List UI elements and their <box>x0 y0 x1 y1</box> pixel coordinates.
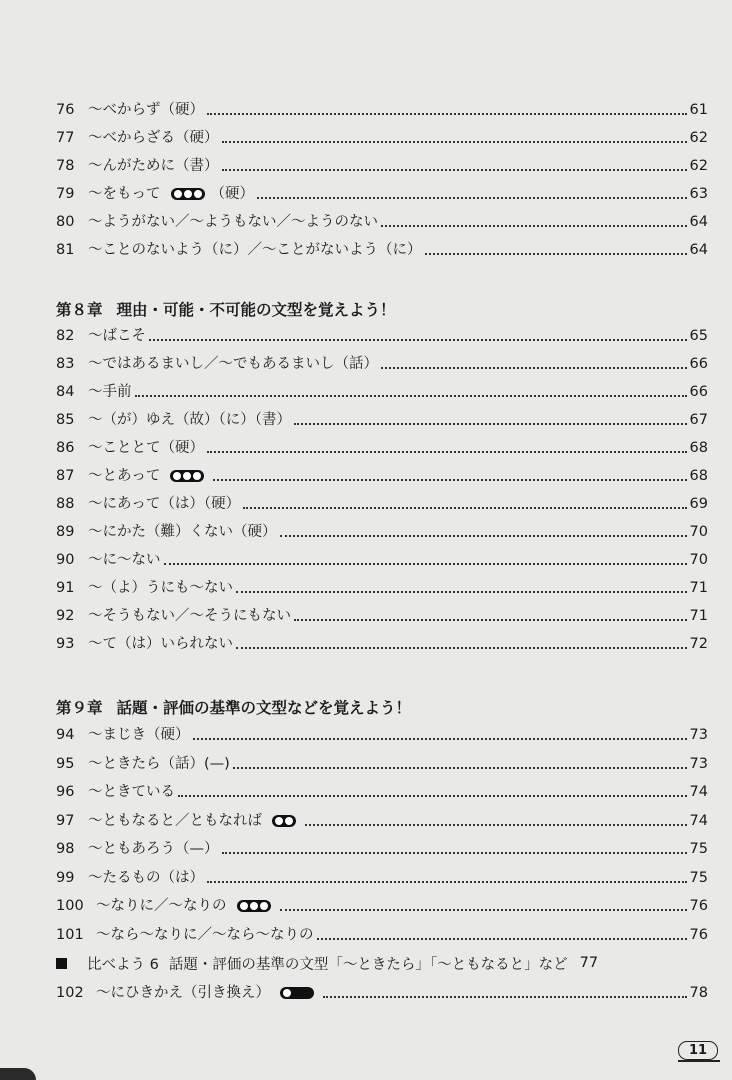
dot-leader <box>381 367 687 369</box>
entry-number: 100 <box>56 898 84 914</box>
entry-number: 91 <box>56 580 75 596</box>
entry-number: 98 <box>56 841 75 857</box>
entry-page: 63 <box>689 186 708 202</box>
toc-entry <box>56 181 708 207</box>
chapter-9-heading <box>56 696 411 718</box>
entry-title: ～まじき（硬） <box>88 727 190 743</box>
toc-entry <box>56 575 708 601</box>
entry-number: 94 <box>56 727 75 743</box>
toc-entry <box>56 153 708 179</box>
toc-entry <box>56 779 708 805</box>
dot-leader <box>164 563 687 565</box>
toc-entry <box>56 209 708 235</box>
entry-number: 92 <box>56 608 75 624</box>
entry-title: ～たるもの（は） <box>88 869 204 886</box>
dot-leader <box>280 535 687 537</box>
entry-number: 78 <box>56 158 75 174</box>
toc-entry <box>56 922 708 948</box>
dot-leader <box>294 423 687 425</box>
entry-title: ～にかた（難）くない（硬） <box>88 524 277 540</box>
toc-entry <box>56 865 708 891</box>
corner-shadow <box>0 1068 36 1080</box>
toc-entry <box>56 836 708 862</box>
dot-leader <box>233 767 687 769</box>
level-badge-icon <box>272 815 296 827</box>
toc-entry <box>56 491 708 517</box>
toc-entry <box>56 435 708 461</box>
entry-title: ～ばこそ <box>88 328 146 344</box>
entry-title: ～ではあるまいし／～でもあるまいし（話） <box>88 356 378 372</box>
entry-page: 74 <box>689 784 708 800</box>
entry-title: ～ともあろう（—） <box>88 841 219 857</box>
entry-number: 99 <box>56 869 75 886</box>
entry-number: 90 <box>56 552 75 568</box>
entry-page: 64 <box>689 242 708 258</box>
dot-leader <box>207 113 687 115</box>
dot-leader <box>280 909 687 911</box>
entry-page: 78 <box>689 985 708 1001</box>
entry-number: 89 <box>56 524 75 540</box>
entry-page: 62 <box>689 130 708 146</box>
toc-entry <box>56 463 708 489</box>
entry-title: ～て（は）いられない <box>88 636 233 652</box>
dot-leader <box>149 339 687 341</box>
entry-page: 65 <box>689 328 708 344</box>
entry-title: ～に～ない <box>88 552 161 568</box>
page-number: 11 <box>678 1041 718 1060</box>
entry-page: 66 <box>689 384 708 400</box>
entry-page: 67 <box>689 412 708 428</box>
dot-leader <box>381 225 687 227</box>
toc-entry <box>56 631 708 657</box>
entry-page: 76 <box>689 898 708 914</box>
page-number-underline <box>678 1060 720 1062</box>
level-badge-icon <box>170 470 204 482</box>
compare-text: 話題・評価の基準の文型「～ときたら」「～ともなると」など <box>168 956 568 973</box>
entry-page: 73 <box>689 755 708 772</box>
entry-title: ～ともなると／ともなれば <box>88 812 262 829</box>
entry-title: ～なら～なりに／～なら～なりの <box>96 926 314 943</box>
entry-page: 75 <box>689 869 708 886</box>
compare-page: 77 <box>579 955 599 971</box>
entry-page: 70 <box>689 524 708 540</box>
compare-label: 比べよう 6 <box>87 956 159 973</box>
entry-page: 76 <box>689 926 708 943</box>
dot-leader <box>317 938 687 940</box>
entry-page: 69 <box>689 496 708 512</box>
entry-number: 83 <box>56 356 75 372</box>
entry-number: 93 <box>56 636 75 652</box>
entry-page: 64 <box>689 214 708 230</box>
entry-page: 71 <box>689 608 708 624</box>
entry-page: 66 <box>689 356 708 372</box>
toc-entry <box>56 980 708 1006</box>
entry-number: 84 <box>56 384 75 400</box>
entry-title: ～ときたら（話）(—) <box>88 755 230 772</box>
entry-number: 85 <box>56 412 75 428</box>
entry-number: 97 <box>56 812 75 829</box>
entry-number: 77 <box>56 130 75 146</box>
entry-page: 62 <box>689 158 708 174</box>
entry-title: ～にひきかえ（引き換え） <box>96 985 270 1001</box>
entry-title: ～（よ）うにも～ない <box>88 580 233 596</box>
toc-entry <box>56 808 708 834</box>
entry-register-note: （硬） <box>210 186 254 202</box>
dot-leader <box>257 197 687 199</box>
entry-number: 86 <box>56 440 75 456</box>
toc-entry <box>56 603 708 629</box>
entry-title: ～べからず（硬） <box>88 102 204 118</box>
entry-page: 61 <box>689 102 708 118</box>
dot-leader <box>305 824 687 826</box>
level-badge-icon <box>171 188 205 200</box>
dot-leader <box>193 738 687 740</box>
chapter-8-heading <box>56 298 396 320</box>
entry-number: 96 <box>56 784 75 800</box>
entry-title: ～そうもない／～そうにもない <box>88 608 291 624</box>
chapter-9-title: 話題・評価の基準の文型などを覚えよう！ <box>116 699 412 717</box>
entry-title: ～こととて（硬） <box>88 440 204 456</box>
dot-leader <box>213 479 686 481</box>
dot-leader <box>135 395 687 397</box>
toc-entry <box>56 519 708 545</box>
toc-entry <box>56 351 708 377</box>
entry-number: 102 <box>56 985 84 1001</box>
dot-leader <box>222 169 687 171</box>
dot-leader <box>294 619 687 621</box>
level-badge-icon <box>237 900 271 912</box>
entry-title: ～べからざる（硬） <box>88 130 219 146</box>
dot-leader <box>178 795 687 797</box>
dot-leader <box>236 591 687 593</box>
entry-number: 79 <box>56 186 75 202</box>
entry-title: ～とあって <box>88 468 161 484</box>
toc-entry <box>56 407 708 433</box>
level-badge-icon <box>280 987 314 999</box>
dot-leader <box>425 253 687 255</box>
entry-title: ～手前 <box>88 384 132 400</box>
entry-title: ～ことのないよう（に）／～ことがないよう（に） <box>88 242 422 258</box>
dot-leader <box>323 996 687 998</box>
dot-leader <box>222 141 687 143</box>
entry-number: 88 <box>56 496 75 512</box>
dot-leader <box>236 647 687 649</box>
compare-section <box>56 950 708 976</box>
entry-number: 95 <box>56 755 75 772</box>
entry-title: ～をもって <box>88 186 161 202</box>
entry-page: 70 <box>689 552 708 568</box>
toc-entry <box>56 751 708 777</box>
chapter-8-label: 第８章 <box>56 301 103 319</box>
entry-title: ～にあって（は）（硬） <box>88 496 241 512</box>
entry-number: 101 <box>56 926 84 943</box>
entry-number: 80 <box>56 214 75 230</box>
dot-leader <box>207 881 687 883</box>
entry-title: ～ときている <box>88 784 175 800</box>
entry-number: 82 <box>56 328 75 344</box>
entry-title: ～なりに／～なりの <box>96 898 227 914</box>
entry-page: 72 <box>689 636 708 652</box>
entry-title: ～（が）ゆえ（故）（に）（書） <box>88 412 291 428</box>
toc-entry <box>56 237 708 263</box>
toc-entry <box>56 97 708 123</box>
entry-page: 68 <box>689 440 708 456</box>
dot-leader <box>243 507 686 509</box>
toc-entry <box>56 547 708 573</box>
entry-page: 74 <box>689 812 708 829</box>
entry-page: 73 <box>689 727 708 743</box>
toc-entry <box>56 893 708 919</box>
square-bullet-icon <box>56 958 67 969</box>
entry-number: 81 <box>56 242 75 258</box>
toc-entry <box>56 323 708 349</box>
toc-entry <box>56 125 708 151</box>
entry-title: ～ようがない／～ようもない／～ようのない <box>88 214 378 230</box>
chapter-8-title: 理由・可能・不可能の文型を覚えよう！ <box>116 301 396 319</box>
entry-page: 75 <box>689 841 708 857</box>
chapter-9-label: 第９章 <box>56 699 103 717</box>
toc-entry <box>56 722 708 748</box>
dot-leader <box>207 451 687 453</box>
entry-title: ～んがために（書） <box>88 158 219 174</box>
entry-page: 71 <box>689 580 708 596</box>
entry-number: 76 <box>56 102 75 118</box>
toc-entry <box>56 379 708 405</box>
entry-page: 68 <box>689 468 708 484</box>
dot-leader <box>222 852 687 854</box>
entry-number: 87 <box>56 468 75 484</box>
